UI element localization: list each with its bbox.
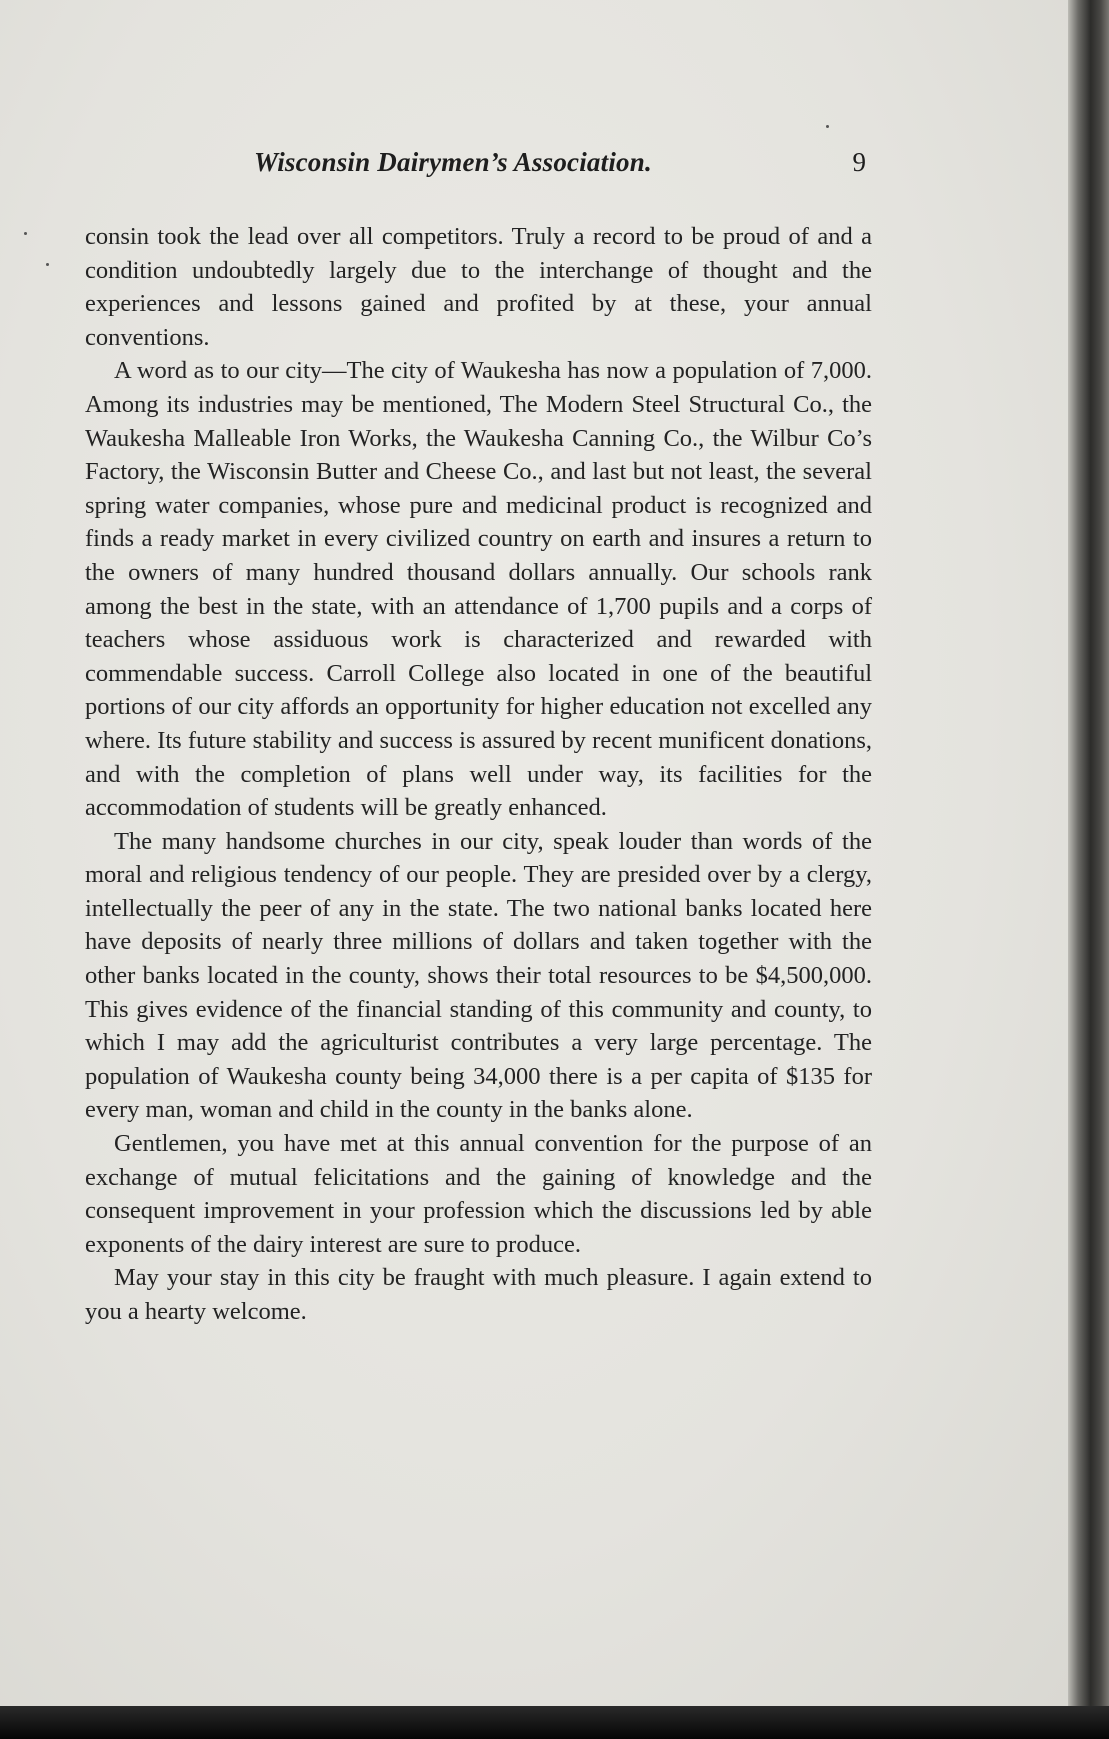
running-head [84,147,874,187]
paragraph-gentlemen: Gentlemen, you have met at this annual convention for the purpose of an exchange of mutual felicitations and the gaining of knowledge and the consequent improvement in your profession which the discussions led by able exponents of the dairy interest are sure to produce. [85,1130,872,1258]
paragraph-city: A word as to our city—The city of Waukesha has now a population of 7,000. Among its industries may be mentioned, The Modern Steel Structural Co., the Waukesha Malleable Iron Works, the Waukesha Canning Co., the Wilbur Co’s Factory, the Wisconsin Butter and Cheese Co., and last but not least, the several spring water companies, whose pure and medicinal product is recognized and finds a ready market in every civilized country on earth and insures a return to the owners of many hundred thousand dollars annually. Our schools rank among the best in the state, with an attendance of 1,700 pupils and a corps of teachers whose assiduous work is characterized and rewarded with commendable success. Carroll College also located in one of the beautiful portions of our city affords an opportunity for higher education not excelled any where. Its future stability and success is assured by recent munificent donations, and with the completion of plans well under way, its facilities for the accommodation of students will be greatly enhanced. [85,357,872,822]
paragraph-welcome: May your stay in this city be fraught with much pleasure. I again extend to you a hearty welcome. [85,1264,872,1325]
running-title: Wisconsin Dairymen’s Association. [254,147,652,177]
book-binding-edge [1068,0,1109,1706]
ink-speck [826,125,829,128]
page-number: 9 [852,147,866,177]
paragraph-continued: consin took the lead over all competitors. Truly a record to be proud of and a condition undoubtedly largely due to the interchange of thought and the experiences and lessons gained and profited by at these, your annual conventions. [85,223,872,351]
ink-speck [46,263,49,266]
ink-speck [24,232,27,235]
paragraph-churches-banks: The many handsome churches in our city, speak louder than words of the moral and religious tendency of our people. They are presided over by a clergy, intellectually the peer of any in the state. The two national banks located here have deposits of nearly three millions of dollars and taken together with the other banks located in the county, shows their total resources to be $4,500,000. This gives evidence of the financial standing of this community and county, to which I may add the agriculturist contributes a very large percentage. The population of Waukesha county being 34,000 there is a per capita of $135 for every man, woman and child in the county in the banks alone. [85,827,872,1124]
body-text [85,220,872,1329]
scan-bottom-edge [0,1706,1109,1739]
